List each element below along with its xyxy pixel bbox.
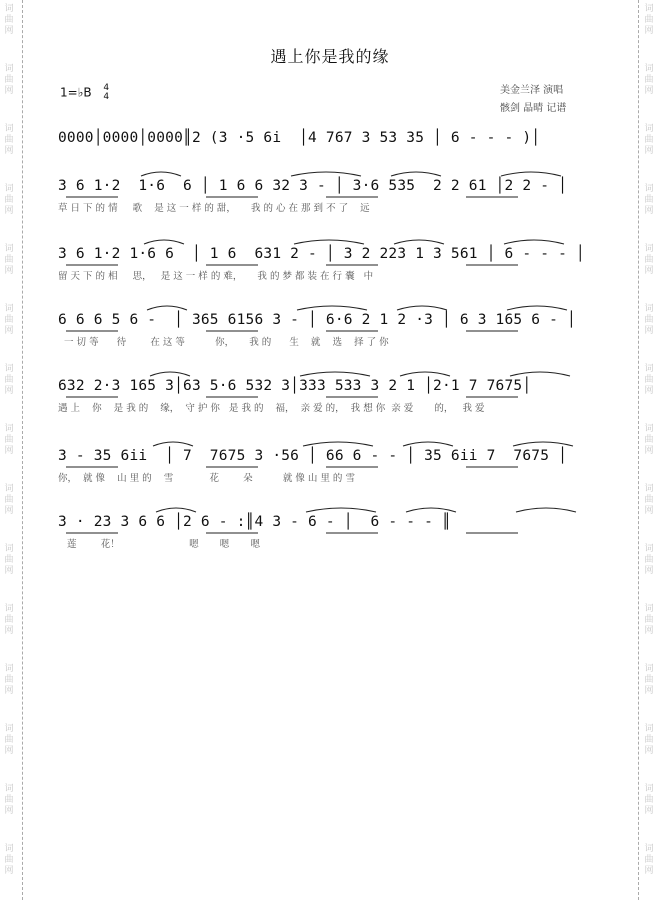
- watermark-char: 曲: [4, 75, 14, 85]
- watermark-char: 词: [4, 64, 14, 74]
- watermark-char: 网: [644, 446, 654, 456]
- lyrics-line: 遇 上 你 是 我 的 缘， 守 护 你 是 我 的 福， 亲 爱 的， 我 想 你 亲 爱 的， 我 爱: [58, 403, 485, 414]
- watermark-char: 词: [644, 544, 654, 554]
- score-row: [58, 446, 610, 486]
- watermark-char: 词: [644, 604, 654, 614]
- slur-arc: [391, 172, 441, 176]
- slur-arc: [397, 306, 447, 310]
- watermark-stamp: [2, 4, 16, 37]
- watermark-char: 网: [644, 626, 654, 636]
- slur-arc: [406, 508, 456, 512]
- lyrics-line: 你， 就 像 山 里 的 雪 花 朵 就 像 山 里 的 雪: [58, 473, 355, 484]
- lyrics-line: 草 日 下 的 情 歌 是 这 一 样 的 甜， 我 的 心 在 那 到 不 了 远: [58, 203, 370, 214]
- watermark-stamp: [642, 424, 656, 457]
- watermark-char: 曲: [644, 795, 654, 805]
- watermark-stamp: [2, 364, 16, 397]
- score-row: [58, 512, 610, 552]
- watermark-char: 曲: [4, 375, 14, 385]
- watermark-char: 曲: [644, 435, 654, 445]
- time-top: 4: [103, 83, 110, 93]
- watermark-char: 网: [644, 746, 654, 756]
- watermark-char: 词: [644, 424, 654, 434]
- key-signature: [60, 84, 109, 102]
- watermark-char: 词: [644, 64, 654, 74]
- watermark-char: 网: [644, 866, 654, 876]
- watermark-stamp: [2, 844, 16, 877]
- watermark-stamp: [2, 64, 16, 97]
- watermark-stamp: [2, 304, 16, 337]
- slur-arc: [153, 442, 193, 446]
- left-margin-strip: [0, 0, 28, 900]
- watermark-char: 词: [644, 364, 654, 374]
- watermark-char: 词: [4, 664, 14, 674]
- slur-arc: [501, 172, 561, 176]
- watermark-stamp: [642, 184, 656, 217]
- watermark-char: 词: [4, 364, 14, 374]
- watermark-stamp: [2, 484, 16, 517]
- watermark-char: 网: [644, 146, 654, 156]
- watermark-char: 网: [644, 386, 654, 396]
- watermark-char: 网: [644, 206, 654, 216]
- watermark-char: 词: [4, 724, 14, 734]
- watermark-char: 网: [4, 746, 14, 756]
- slur-layer: [58, 302, 610, 342]
- watermark-stamp: [642, 604, 656, 637]
- watermark-stamp: [2, 784, 16, 817]
- watermark-char: 词: [4, 784, 14, 794]
- watermark-char: 网: [4, 386, 14, 396]
- watermark-stamp: [642, 664, 656, 697]
- slur-layer: [58, 368, 610, 408]
- credits-singer: 美金兰泽 演唱: [500, 85, 564, 96]
- slur-layer: [58, 168, 610, 208]
- watermark-char: 网: [4, 206, 14, 216]
- watermark-char: 网: [644, 326, 654, 336]
- watermark-char: 曲: [644, 135, 654, 145]
- watermark-char: 曲: [4, 135, 14, 145]
- score-row: [58, 376, 610, 416]
- slur-arc: [394, 240, 444, 244]
- watermark-char: 词: [644, 784, 654, 794]
- credits-transcriber: 骸剑 晶晴 记谱: [500, 103, 567, 114]
- watermark-char: 词: [644, 304, 654, 314]
- watermark-char: 曲: [4, 735, 14, 745]
- watermark-char: 网: [4, 146, 14, 156]
- key-label: 1=♭B: [60, 85, 92, 100]
- watermark-char: 曲: [4, 795, 14, 805]
- watermark-char: 词: [4, 244, 14, 254]
- slur-arc: [156, 508, 196, 512]
- watermark-char: 网: [644, 806, 654, 816]
- watermark-char: 曲: [644, 855, 654, 865]
- watermark-stamp: [2, 604, 16, 637]
- watermark-stamp: [642, 844, 656, 877]
- watermark-char: 曲: [644, 75, 654, 85]
- watermark-stamp: [2, 124, 16, 157]
- watermark-char: 曲: [4, 195, 14, 205]
- watermark-stamp: [2, 184, 16, 217]
- lyrics-line: 莲 花！ 嗯 嗯 嗯: [58, 539, 260, 550]
- watermark-char: 词: [644, 724, 654, 734]
- watermark-char: 网: [4, 806, 14, 816]
- notation-line: 632 2·3 165 3│63 5·6 532 3│333 533 3 2 1 │2·1 7 7675│: [58, 378, 532, 394]
- watermark-char: 词: [4, 4, 14, 14]
- watermark-stamp: [2, 244, 16, 277]
- slur-arc: [513, 442, 573, 446]
- score-row: [58, 310, 610, 350]
- watermark-stamp: [642, 304, 656, 337]
- watermark-char: 词: [4, 184, 14, 194]
- watermark-char: 网: [4, 446, 14, 456]
- notation-line: 0000│0000│0000║2 (3 ·5 6i │4 767 3 53 35 │ 6 - - - )│: [58, 130, 541, 146]
- lyrics-line: 留 天 下 的 相 思， 是 这 一 样 的 难， 我 的 梦 都 装 在 行 囊 中: [58, 271, 374, 282]
- watermark-char: 词: [4, 484, 14, 494]
- time-bottom: 4: [103, 92, 110, 102]
- watermark-char: 网: [4, 326, 14, 336]
- slur-arc: [294, 240, 364, 244]
- watermark-stamp: [2, 664, 16, 697]
- score-row: [58, 244, 610, 284]
- watermark-char: 网: [644, 26, 654, 36]
- slur-arc: [150, 372, 190, 376]
- watermark-char: 词: [4, 604, 14, 614]
- notation-line: 6 6 6 5 6 - │ 365 6156 3 - │ 6·6 2 1 2 ·3 │ 6 3 165 6 - │: [58, 312, 576, 328]
- watermark-char: 曲: [4, 615, 14, 625]
- slur-arc: [303, 442, 373, 446]
- slur-arc: [403, 442, 453, 446]
- lyrics-line: 一 切 等 待 在 这 等 你， 我 的 生 就 选 择 了 你: [58, 337, 389, 348]
- watermark-char: 词: [644, 124, 654, 134]
- watermark-char: 曲: [644, 495, 654, 505]
- slur-layer: [58, 504, 610, 544]
- slur-arc: [300, 372, 370, 376]
- watermark-char: 曲: [644, 15, 654, 25]
- score-row: [58, 176, 610, 216]
- watermark-char: 网: [4, 566, 14, 576]
- watermark-char: 网: [4, 266, 14, 276]
- watermark-char: 词: [4, 304, 14, 314]
- right-cut-line: [638, 0, 639, 900]
- watermark-char: 曲: [4, 495, 14, 505]
- watermark-stamp: [642, 124, 656, 157]
- slur-layer: [58, 236, 610, 276]
- watermark-char: 词: [4, 844, 14, 854]
- watermark-stamp: [642, 244, 656, 277]
- watermark-char: 词: [4, 544, 14, 554]
- watermark-char: 曲: [4, 15, 14, 25]
- watermark-char: 网: [644, 266, 654, 276]
- slur-arc: [504, 240, 564, 244]
- watermark-char: 词: [644, 184, 654, 194]
- slur-arc: [147, 306, 187, 310]
- watermark-char: 曲: [4, 675, 14, 685]
- notation-line: 3 - 35 6ii │ 7 7675 3 ·56 │ 66 6 - - │ 35 6ii 7 7675 │: [58, 448, 567, 464]
- watermark-char: 曲: [4, 255, 14, 265]
- slur-arc: [141, 172, 181, 176]
- notation-line: 3 · 23 3 6 6 │2 6 - :║4 3 - 6 - │ 6 - - - ║: [58, 514, 451, 530]
- watermark-char: 网: [4, 506, 14, 516]
- watermark-stamp: [642, 784, 656, 817]
- slur-arc: [510, 372, 570, 376]
- watermark-char: 网: [644, 86, 654, 96]
- watermark-char: 曲: [4, 435, 14, 445]
- left-cut-line: [22, 0, 23, 900]
- watermark-char: 曲: [644, 375, 654, 385]
- watermark-char: 网: [4, 686, 14, 696]
- time-signature: [103, 84, 109, 102]
- watermark-char: 网: [4, 86, 14, 96]
- watermark-char: 词: [644, 484, 654, 494]
- watermark-stamp: [642, 484, 656, 517]
- credits: [500, 82, 566, 118]
- watermark-char: 曲: [644, 555, 654, 565]
- watermark-stamp: [642, 4, 656, 37]
- watermark-stamp: [642, 364, 656, 397]
- watermark-char: 曲: [4, 315, 14, 325]
- watermark-char: 曲: [644, 315, 654, 325]
- watermark-char: 词: [4, 424, 14, 434]
- watermark-char: 网: [4, 626, 14, 636]
- slur-arc: [516, 508, 576, 512]
- slur-arc: [306, 508, 376, 512]
- watermark-char: 词: [4, 124, 14, 134]
- watermark-char: 词: [644, 844, 654, 854]
- watermark-char: 曲: [644, 615, 654, 625]
- watermark-stamp: [2, 544, 16, 577]
- watermark-stamp: [2, 724, 16, 757]
- slur-arc: [291, 172, 361, 176]
- watermark-char: 曲: [644, 255, 654, 265]
- watermark-char: 曲: [644, 195, 654, 205]
- watermark-char: 曲: [644, 675, 654, 685]
- slur-arc: [400, 372, 450, 376]
- watermark-char: 网: [644, 686, 654, 696]
- slur-layer: [58, 438, 610, 478]
- watermark-char: 词: [644, 244, 654, 254]
- watermark-stamp: [642, 724, 656, 757]
- watermark-char: 网: [4, 26, 14, 36]
- slur-arc: [144, 240, 184, 244]
- slur-arc: [297, 306, 367, 310]
- right-margin-strip: [632, 0, 660, 900]
- notation-line: 3 6 1·2 1·6 6 │ 1 6 631 2 - │ 3 2 223 1 3 561 │ 6 - - - │: [58, 246, 585, 262]
- watermark-char: 曲: [4, 555, 14, 565]
- watermark-char: 网: [4, 866, 14, 876]
- notation-line: 3 6 1·2 1·6 6 │ 1 6 6 32 3 - │ 3·6 535 2 2 61 │2 2 - │: [58, 178, 567, 194]
- watermark-char: 网: [644, 506, 654, 516]
- song-title: 遇上你是我的缘: [270, 47, 390, 66]
- watermark-char: 曲: [4, 855, 14, 865]
- watermark-char: 网: [644, 566, 654, 576]
- watermark-stamp: [642, 64, 656, 97]
- slur-arc: [507, 306, 567, 310]
- watermark-stamp: [2, 424, 16, 457]
- watermark-char: 词: [644, 664, 654, 674]
- watermark-char: 曲: [644, 735, 654, 745]
- watermark-stamp: [642, 544, 656, 577]
- score-row: [58, 128, 610, 168]
- lyrics-line: [58, 154, 610, 168]
- watermark-char: 词: [644, 4, 654, 14]
